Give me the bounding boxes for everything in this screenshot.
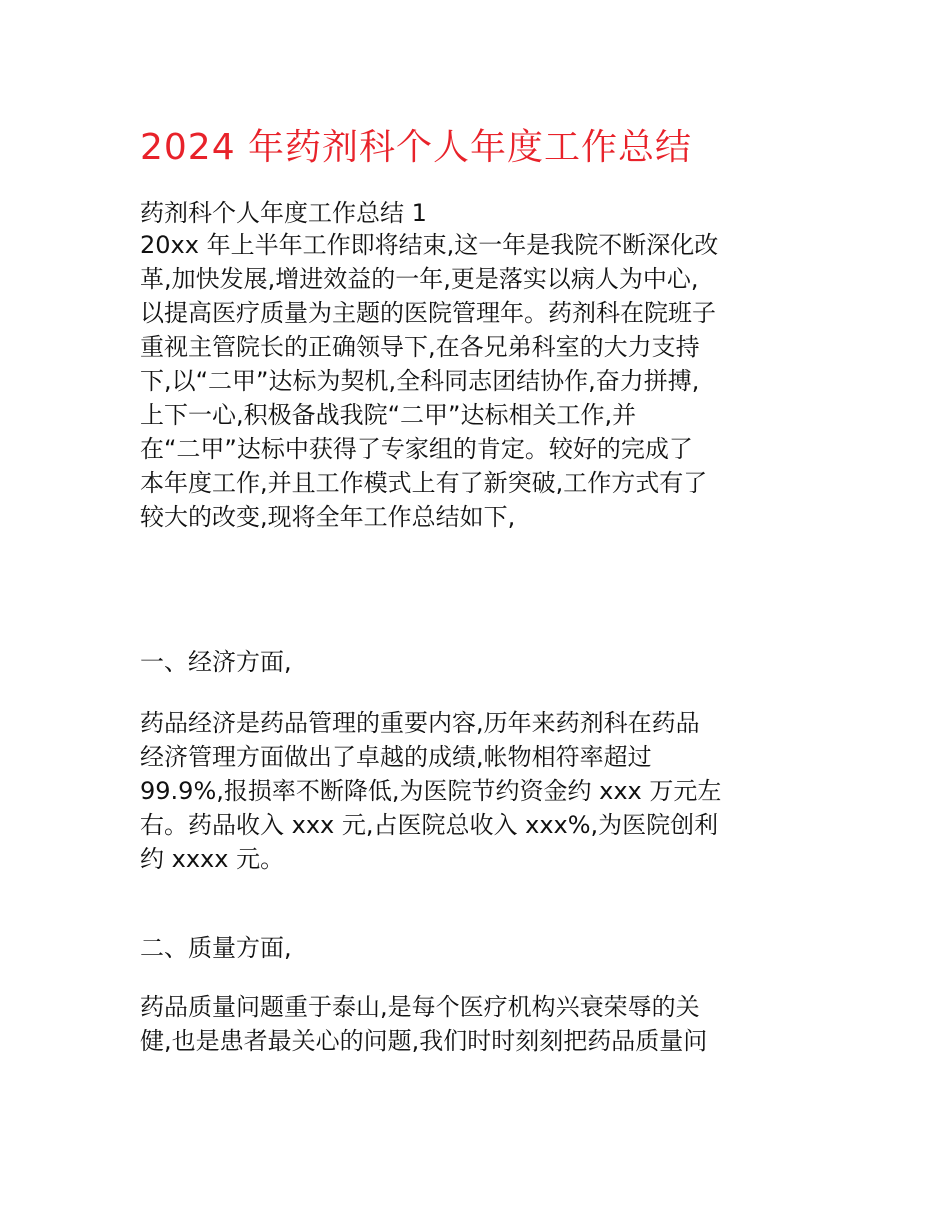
section-heading-economy: 一、经济方面,: [140, 648, 292, 676]
paragraph-line: 20xx 年上半年工作即将结束,这一年是我院不断深化改: [140, 231, 719, 259]
paragraph-line: 经济管理方面做出了卓越的成绩,帐物相符率超过: [140, 743, 652, 771]
document-subtitle: 药剂科个人年度工作总结 1: [140, 199, 427, 227]
paragraph-line: 99.9%,报损率不断降低,为医院节约资金约 xxx 万元左: [140, 777, 722, 805]
paragraph-line: 上下一心,积极备战我院“二甲”达标相关工作,并: [140, 401, 637, 429]
document-title: 2024 年药剂科个人年度工作总结: [140, 127, 693, 168]
paragraph-line: 在“二甲”达标中获得了专家组的肯定。较好的完成了: [140, 435, 693, 463]
paragraph-line: 下,以“二甲”达标为契机,全科同志团结协作,奋力拼搏,: [140, 367, 700, 395]
paragraph-line: 药品经济是药品管理的重要内容,历年来药剂科在药品: [140, 709, 700, 737]
paragraph-intro: [140, 228, 840, 534]
paragraph-line: 革,加快发展,增进效益的一年,更是落实以病人为中心,: [140, 265, 699, 293]
paragraph-economy: [140, 706, 840, 876]
paragraph-line: 重视主管院长的正确领导下,在各兄弟科室的大力支持: [140, 333, 700, 361]
paragraph-quality: [140, 990, 840, 1058]
paragraph-line: 药品质量问题重于泰山,是每个医疗机构兴衰荣辱的关: [140, 993, 700, 1021]
section-heading-quality: 二、质量方面,: [140, 934, 292, 962]
paragraph-line: 较大的改变,现将全年工作总结如下,: [140, 503, 516, 531]
paragraph-line: 本年度工作,并且工作模式上有了新突破,工作方式有了: [140, 469, 708, 497]
paragraph-line: 约 xxxx 元。: [140, 845, 285, 873]
paragraph-line: 以提高医疗质量为主题的医院管理年。药剂科在院班子: [140, 299, 716, 327]
paragraph-line: 健,也是患者最关心的问题,我们时时刻刻把药品质量问: [140, 1027, 708, 1055]
paragraph-line: 右。药品收入 xxx 元,占医院总收入 xxx%,为医院创利: [140, 811, 719, 839]
